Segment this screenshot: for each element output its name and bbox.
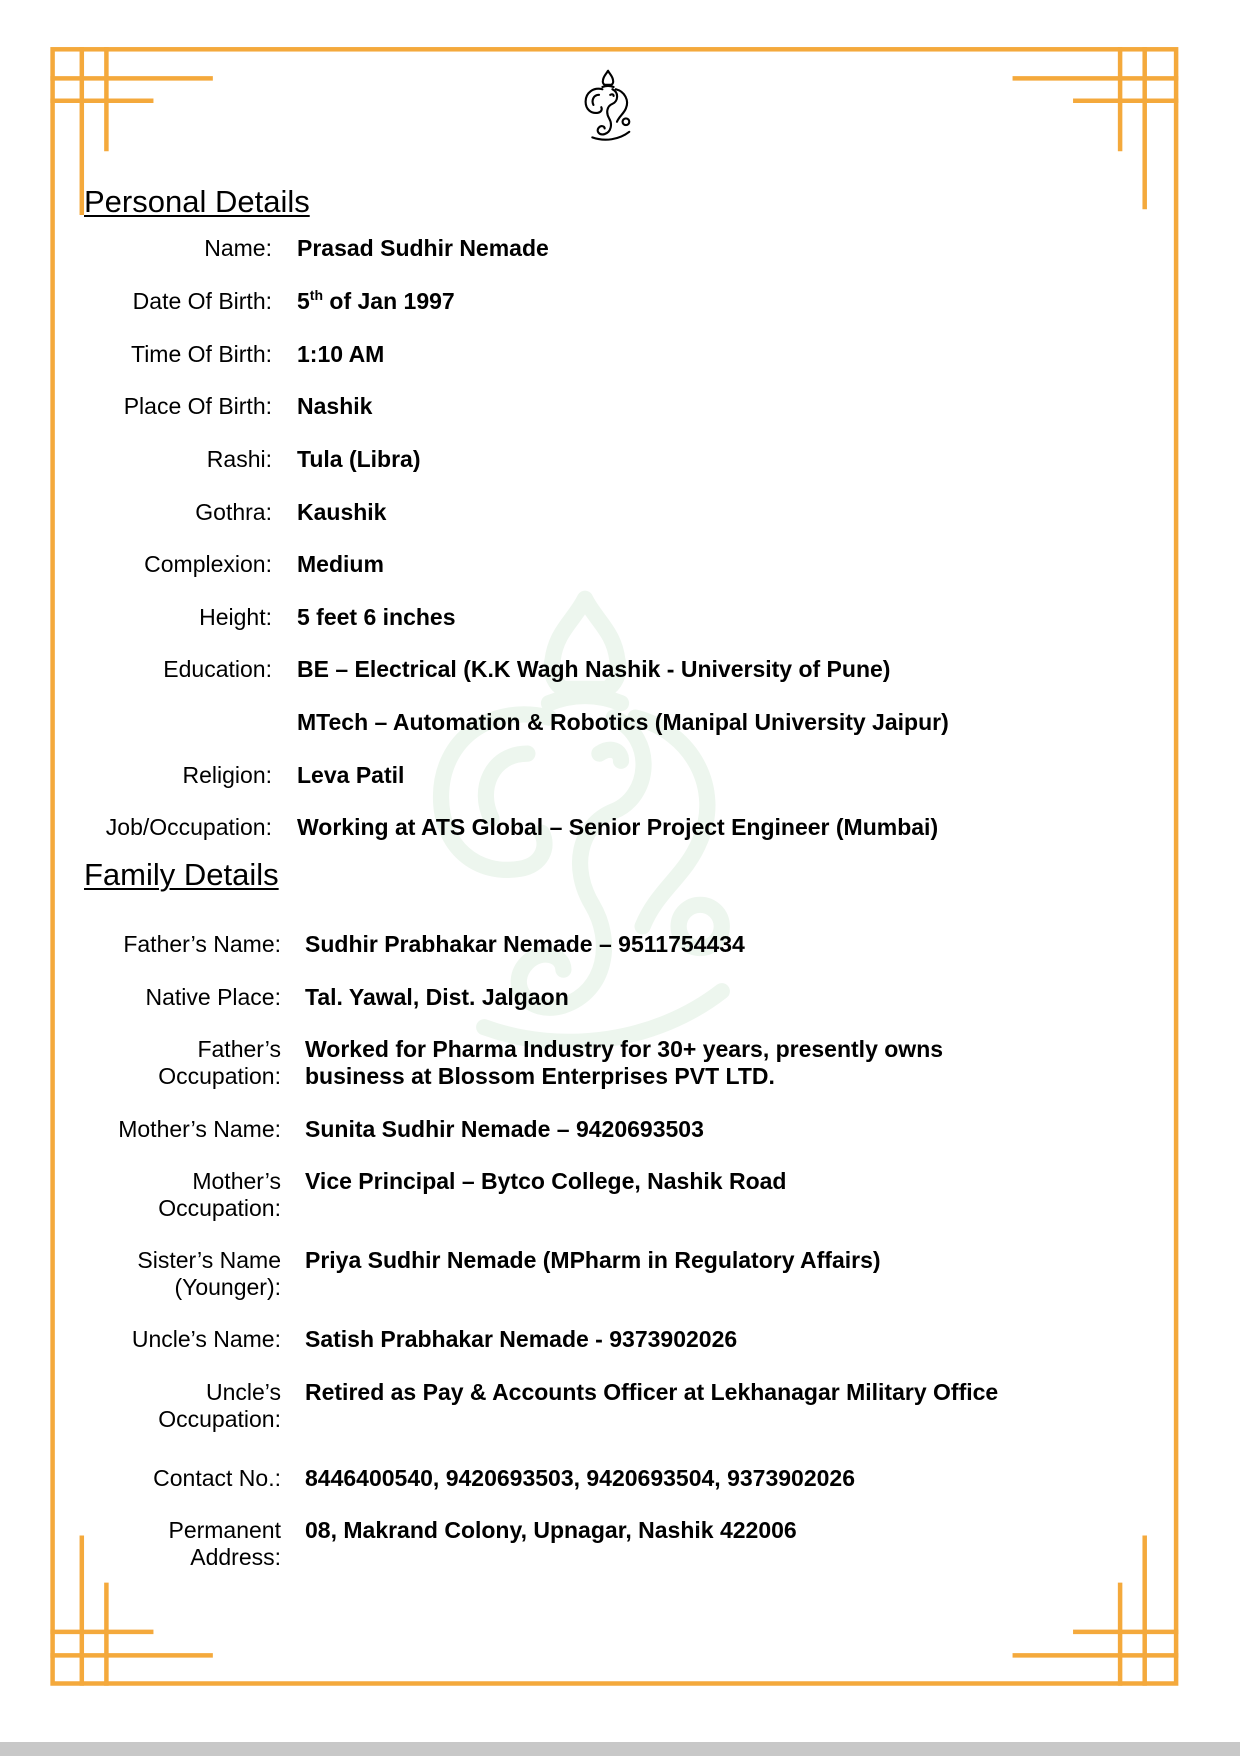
contact-row [0,1465,855,1492]
label-line: Sister’s Name [137,1247,281,1273]
religion-label: Religion: [182,762,272,788]
height-row [0,604,456,631]
father-occupation-row [0,1036,943,1090]
mother-name-label [0,1116,281,1143]
education-value-mtech: MTech – Automation & Robotics (Manipal University Jaipur) [297,709,949,735]
label-line: Mother’s [192,1168,281,1194]
value-line: Sudhir Prabhakar Nemade – 9511754434 [305,931,745,957]
mother-name-value [305,1116,704,1143]
label-line: Occupation: [158,1063,281,1089]
uncle-name-row [0,1326,737,1353]
education-label: Education: [163,656,272,682]
value-line: Tal. Yawal, Dist. Jalgaon [305,984,569,1010]
father-occupation-value [305,1036,943,1090]
mother-occupation-row [0,1168,786,1222]
label-line: (Younger): [174,1274,281,1300]
father-occupation-label [0,1036,281,1090]
complexion-row [0,551,384,578]
native-place-value [305,984,569,1011]
education-value-be: BE – Electrical (K.K Wagh Nashik - University of Pune) [297,656,891,682]
page-bottom-edge [0,1742,1240,1756]
name-label: Name: [204,235,272,261]
pob-row [0,393,372,420]
rashi-row [0,446,421,473]
dob-value [297,288,455,315]
height-label: Height: [199,604,272,630]
pob-label: Place Of Birth: [123,393,272,419]
dob-month-year: of Jan 1997 [323,288,455,314]
value-line: Vice Principal – Bytco College, Nashik Road [305,1168,787,1194]
mother-occupation-label [0,1168,281,1222]
ganesha-icon [580,69,636,142]
value-line: business at Blossom Enterprises PVT LTD. [305,1063,775,1089]
uncle-occupation-label [0,1379,281,1433]
religion-row [0,762,404,789]
tob-row [0,341,384,368]
father-name-value [305,931,745,958]
pob-value: Nashik [297,393,373,419]
label-line: Native Place: [145,984,281,1010]
address-label [0,1517,281,1571]
contact-label [0,1465,281,1492]
label-line: Uncle’s Name: [131,1326,281,1352]
mother-name-row [0,1116,704,1143]
uncle-occupation-row [0,1379,998,1433]
label-line: Address: [190,1544,281,1570]
tob-value: 1:10 AM [297,341,385,367]
rashi-value: Tula (Libra) [297,446,421,472]
value-line: Sunita Sudhir Nemade – 9420693503 [305,1116,704,1142]
value-line: Satish Prabhakar Nemade - 9373902026 [305,1326,738,1352]
value-line: 8446400540, 9420693503, 9420693504, 9373902026 [305,1465,856,1491]
dob-day: 5 [297,288,310,314]
uncle-name-label [0,1326,281,1353]
uncle-name-value [305,1326,737,1353]
value-line: Worked for Pharma Industry for 30+ years, presently owns [305,1036,944,1062]
father-name-row [0,931,745,958]
label-line: Mother’s Name: [118,1116,281,1142]
job-label: Job/Occupation: [105,814,272,840]
father-name-label [0,931,281,958]
sister-name-row [0,1247,881,1301]
education-row [0,656,890,683]
label-line: Contact No.: [153,1465,281,1491]
name-value: Prasad Sudhir Nemade [297,235,549,261]
complexion-value: Medium [297,551,384,577]
religion-value: Leva Patil [297,762,405,788]
label-line: Occupation: [158,1195,281,1221]
label-line: Father’s [197,1036,281,1062]
label-line: Uncle’s [206,1379,281,1405]
gothra-value: Kaushik [297,499,387,525]
dob-day-suffix: th [309,287,324,303]
gothra-label: Gothra: [195,499,272,525]
name-row [0,235,549,262]
corner-ornament-top-right [1015,49,1176,207]
education-row-2 [0,709,949,736]
label-line: Permanent [168,1517,281,1543]
value-line: Priya Sudhir Nemade (MPharm in Regulatory Affairs) [305,1247,881,1273]
value-line: Retired as Pay & Accounts Officer at Lekhanagar Military Office [305,1379,999,1405]
job-row [0,814,938,841]
height-value: 5 feet 6 inches [297,604,456,630]
job-value: Working at ATS Global – Senior Project Engineer (Mumbai) [297,814,939,840]
address-value [305,1517,797,1571]
native-place-row [0,984,569,1011]
complexion-label: Complexion: [144,551,272,577]
dob-row [0,288,455,315]
sister-name-value [305,1247,881,1301]
contact-value [305,1465,855,1492]
rashi-label: Rashi: [206,446,272,472]
value-line: 08, Makrand Colony, Upnagar, Nashik 422006 [305,1517,797,1543]
native-place-label [0,984,281,1011]
corner-ornament-bottom-right [1015,1538,1176,1684]
dob-label: Date Of Birth: [132,288,272,314]
sister-name-label [0,1247,281,1301]
label-line: Occupation: [158,1406,281,1432]
education-label-spacer [0,709,272,736]
mother-occupation-value [305,1168,786,1222]
family-details-heading: Family Details [84,857,279,892]
personal-details-heading: Personal Details [84,184,310,219]
uncle-occupation-value [305,1379,998,1433]
gothra-row [0,499,386,526]
tob-label: Time Of Birth: [131,341,272,367]
address-row [0,1517,797,1571]
label-line: Father’s Name: [123,931,281,957]
